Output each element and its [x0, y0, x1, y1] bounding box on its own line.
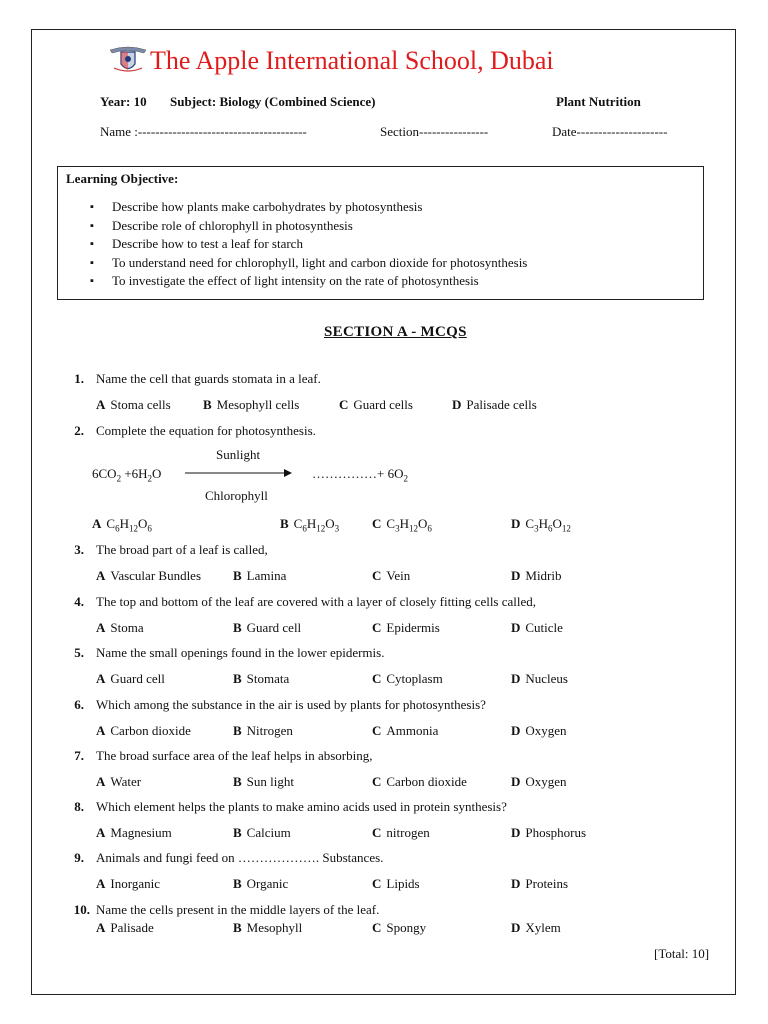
option-b[interactable]: B Nitrogen	[233, 723, 293, 738]
option-b[interactable]: B Stomata	[233, 671, 290, 686]
option-c[interactable]: C Vein	[372, 568, 411, 583]
option-b[interactable]: B Lamina	[233, 568, 287, 583]
option-c[interactable]: C Epidermis	[372, 620, 440, 635]
option-c[interactable]: C Carbon dioxide	[372, 774, 467, 789]
option-a[interactable]: A Water	[96, 774, 142, 789]
question-number: 8.	[74, 799, 84, 814]
question-text: The broad part of a leaf is called,	[96, 542, 268, 557]
question-text: The top and bottom of the leaf are covered with a layer of closely fitting cells called,	[96, 594, 537, 609]
equation-products: ……………+ $6O_2$	[312, 466, 408, 484]
option-c[interactable]: C Cytoplasm	[372, 671, 443, 686]
question-number: 3.	[74, 542, 84, 557]
option-d[interactable]: D Nucleus	[511, 671, 568, 686]
question-number: 5.	[74, 645, 84, 660]
school-name: The Apple International School, Dubai	[150, 46, 554, 75]
option-a[interactable]: A Magnesium	[96, 825, 172, 840]
question-text: Which element helps the plants to make amino acids used in protein synthesis?	[96, 799, 507, 814]
learning-objectives-list	[90, 198, 527, 291]
equation-condition-sunlight: Sunlight	[216, 447, 261, 462]
question-text: Name the small openings found in the lower epidermis.	[96, 645, 385, 660]
option-a[interactable]: A Stoma cells	[96, 397, 171, 412]
option-a[interactable]: A Stoma	[96, 620, 144, 635]
question-number: 6.	[74, 697, 84, 712]
option-c[interactable]: C Spongy	[372, 920, 427, 935]
objective-item: ▪ To investigate the effect of light intensity on the rate of photosynthesis	[90, 272, 527, 291]
option-c[interactable]: C nitrogen	[372, 825, 430, 840]
equation-reactants: $6CO_2 +6H_2O$	[92, 466, 162, 484]
question-number: 10.	[73, 902, 90, 917]
option-b[interactable]: B Sun light	[233, 774, 294, 789]
question-number: 4.	[74, 594, 84, 609]
option-d[interactable]: D $C_3H_6O_{12}$	[511, 516, 571, 534]
option-b[interactable]: B $C_6H_{12}O_3$	[280, 516, 340, 534]
option-d[interactable]: D Oxygen	[511, 723, 567, 738]
option-d[interactable]: D Phosphorus	[511, 825, 587, 840]
option-b[interactable]: B Mesophyll	[233, 920, 303, 935]
option-d[interactable]: D Xylem	[511, 920, 561, 935]
objective-item: ▪ Describe how plants make carbohydrates by photosynthesis	[90, 198, 527, 217]
option-d[interactable]: D Palisade cells	[452, 397, 537, 412]
question-number: 1.	[74, 371, 84, 386]
option-c[interactable]: C Guard cells	[339, 397, 413, 412]
objective-item: ▪ To understand need for chlorophyll, light and carbon dioxide for photosynthesis	[90, 254, 527, 273]
option-c[interactable]: C Ammonia	[372, 723, 439, 738]
option-c[interactable]: C Lipids	[372, 876, 420, 891]
question-text: Which among the substance in the air is used by plants for photosynthesis?	[96, 697, 486, 712]
question-text: Name the cell that guards stomata in a leaf.	[96, 371, 321, 386]
option-a[interactable]: A Guard cell	[96, 671, 165, 686]
option-b[interactable]: B Guard cell	[233, 620, 302, 635]
topic-label: Plant Nutrition	[556, 94, 641, 109]
school-crest-icon	[108, 44, 148, 76]
date-field[interactable]: Date---------------------	[552, 124, 668, 139]
section-title: SECTION A - MCQS	[324, 324, 467, 340]
option-d[interactable]: D Proteins	[511, 876, 569, 891]
equation-condition-chlorophyll: Chlorophyll	[205, 488, 268, 503]
name-field[interactable]: Name :---------------------------------------	[100, 124, 307, 139]
question-text: Name the cells present in the middle layers of the leaf.	[96, 902, 380, 917]
option-c[interactable]: C $C_3H_{12}O_6$	[372, 516, 432, 534]
subject-label: Subject: Biology (Combined Science)	[170, 94, 376, 109]
question-number: 7.	[74, 748, 84, 763]
total-marks: [Total: 10]	[654, 946, 710, 961]
objective-item: ▪ Describe role of chlorophyll in photosynthesis	[90, 217, 527, 236]
question-text: The broad surface area of the leaf helps in absorbing,	[96, 748, 373, 763]
learning-objectives-title: Learning Objective:	[66, 171, 179, 186]
option-a[interactable]: A Vascular Bundles	[96, 568, 202, 583]
option-d[interactable]: D Midrib	[511, 568, 562, 583]
option-a[interactable]: A Carbon dioxide	[96, 723, 191, 738]
option-a[interactable]: A Inorganic	[96, 876, 160, 891]
question-text: Animals and fungi feed on ………………. Substances.	[96, 850, 384, 865]
option-b[interactable]: B Organic	[233, 876, 289, 891]
option-a[interactable]: A Palisade	[96, 920, 154, 935]
option-b[interactable]: B Mesophyll cells	[203, 397, 300, 412]
option-a[interactable]: A $C_6H_{12}O_6$	[92, 516, 152, 534]
question-number: 9.	[74, 850, 84, 865]
option-b[interactable]: B Calcium	[233, 825, 291, 840]
question-number: 2.	[74, 423, 84, 438]
section-field[interactable]: Section----------------	[380, 124, 489, 139]
year-label: Year: 10	[100, 94, 147, 109]
equation-arrow-icon	[185, 468, 292, 478]
question-text: Complete the equation for photosynthesis.	[96, 423, 316, 438]
objective-item: ▪ Describe how to test a leaf for starch	[90, 235, 527, 254]
option-d[interactable]: D Oxygen	[511, 774, 567, 789]
option-d[interactable]: D Cuticle	[511, 620, 563, 635]
